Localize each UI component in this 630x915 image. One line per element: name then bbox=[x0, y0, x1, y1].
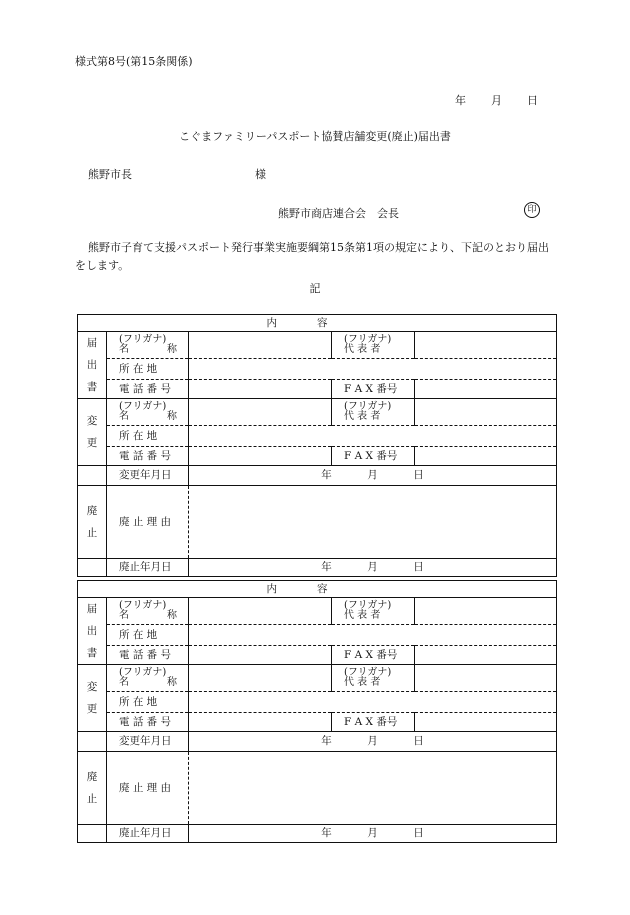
representative-label: (フリガナ) 代 表 者 bbox=[332, 399, 415, 426]
fax-field[interactable] bbox=[415, 380, 557, 399]
content-header: 内容 bbox=[78, 581, 557, 598]
month-label: 月 bbox=[491, 94, 502, 107]
name-label: (フリガナ) 名 称 bbox=[107, 399, 189, 426]
representative-field[interactable] bbox=[415, 598, 557, 625]
section-change: 変 更 bbox=[78, 665, 107, 732]
form-table-2 bbox=[77, 580, 557, 843]
fax-label: F A X 番号 bbox=[332, 646, 415, 665]
blank-cell bbox=[78, 559, 107, 577]
representative-label: (フリガナ) 代 表 者 bbox=[332, 598, 415, 625]
phone-label: 電 話 番 号 bbox=[107, 447, 189, 466]
name-label: (フリガナ) 名 称 bbox=[107, 665, 189, 692]
abolish-reason-label: 廃 止 理 由 bbox=[107, 752, 189, 825]
phone-label: 電 話 番 号 bbox=[107, 380, 189, 399]
honorific: 様 bbox=[255, 168, 266, 181]
fax-label: F A X 番号 bbox=[332, 447, 415, 466]
form-number: 様式第8号(第15条関係) bbox=[75, 55, 193, 68]
change-date-label: 変更年月日 bbox=[107, 466, 189, 486]
representative-field[interactable] bbox=[415, 665, 557, 692]
address-label: 所 在 地 bbox=[107, 426, 189, 447]
fax-field[interactable] bbox=[415, 447, 557, 466]
section-notify: 届 出 書 bbox=[78, 598, 107, 665]
abolish-date-label: 廃止年月日 bbox=[107, 559, 189, 577]
date-line bbox=[455, 92, 538, 108]
fax-field[interactable] bbox=[415, 646, 557, 665]
section-abolish: 廃 止 bbox=[78, 752, 107, 825]
representative-label: (フリガナ) 代 表 者 bbox=[332, 332, 415, 359]
document-title: こぐまファミリーパスポート協賛店舗変更(廃止)届出書 bbox=[179, 130, 451, 143]
applicant: 熊野市商店連合会 会長 bbox=[278, 207, 399, 220]
fax-label: F A X 番号 bbox=[332, 713, 415, 732]
name-label: (フリガナ) 名 称 bbox=[107, 332, 189, 359]
address-label: 所 在 地 bbox=[107, 625, 189, 646]
representative-field[interactable] bbox=[415, 332, 557, 359]
form-table-1 bbox=[77, 314, 557, 577]
fax-label: F A X 番号 bbox=[332, 380, 415, 399]
section-abolish: 廃 止 bbox=[78, 486, 107, 559]
abolish-date-field[interactable]: 年 月 日 bbox=[189, 559, 557, 577]
seal-mark: 印 bbox=[524, 202, 540, 218]
phone-label: 電 話 番 号 bbox=[107, 713, 189, 732]
address-field[interactable] bbox=[189, 692, 557, 713]
name-field[interactable] bbox=[189, 665, 332, 692]
address-field[interactable] bbox=[189, 359, 557, 380]
abolish-date-field[interactable]: 年 月 日 bbox=[189, 825, 557, 843]
body-text: 熊野市子育て支援パスポート発行事業実施要綱第15条第1項の規定により、下記のとおり届出をします。 bbox=[75, 241, 549, 272]
name-label: (フリガナ) 名 称 bbox=[107, 598, 189, 625]
address-field[interactable] bbox=[189, 426, 557, 447]
phone-label: 電 話 番 号 bbox=[107, 646, 189, 665]
change-date-label: 変更年月日 bbox=[107, 732, 189, 752]
fax-field[interactable] bbox=[415, 713, 557, 732]
name-field[interactable] bbox=[189, 399, 332, 426]
abolish-reason-label: 廃 止 理 由 bbox=[107, 486, 189, 559]
abolish-reason-field[interactable] bbox=[189, 752, 557, 825]
year-label: 年 bbox=[455, 94, 466, 107]
phone-field[interactable] bbox=[189, 447, 332, 466]
address-label: 所 在 地 bbox=[107, 359, 189, 380]
blank-cell bbox=[78, 732, 107, 752]
ki-marker: 記 bbox=[309, 282, 321, 295]
representative-label: (フリガナ) 代 表 者 bbox=[332, 665, 415, 692]
day-label: 日 bbox=[527, 94, 538, 107]
abolish-date-label: 廃止年月日 bbox=[107, 825, 189, 843]
addressee: 熊野市長 bbox=[88, 168, 132, 181]
name-field[interactable] bbox=[189, 332, 332, 359]
address-label: 所 在 地 bbox=[107, 692, 189, 713]
content-header: 内容 bbox=[78, 315, 557, 332]
representative-field[interactable] bbox=[415, 399, 557, 426]
phone-field[interactable] bbox=[189, 646, 332, 665]
blank-cell bbox=[78, 825, 107, 843]
phone-field[interactable] bbox=[189, 713, 332, 732]
address-field[interactable] bbox=[189, 625, 557, 646]
blank-cell bbox=[78, 466, 107, 486]
phone-field[interactable] bbox=[189, 380, 332, 399]
section-notify: 届 出 書 bbox=[78, 332, 107, 399]
section-change: 変 更 bbox=[78, 399, 107, 466]
change-date-field[interactable]: 年 月 日 bbox=[189, 732, 557, 752]
change-date-field[interactable]: 年 月 日 bbox=[189, 466, 557, 486]
abolish-reason-field[interactable] bbox=[189, 486, 557, 559]
name-field[interactable] bbox=[189, 598, 332, 625]
